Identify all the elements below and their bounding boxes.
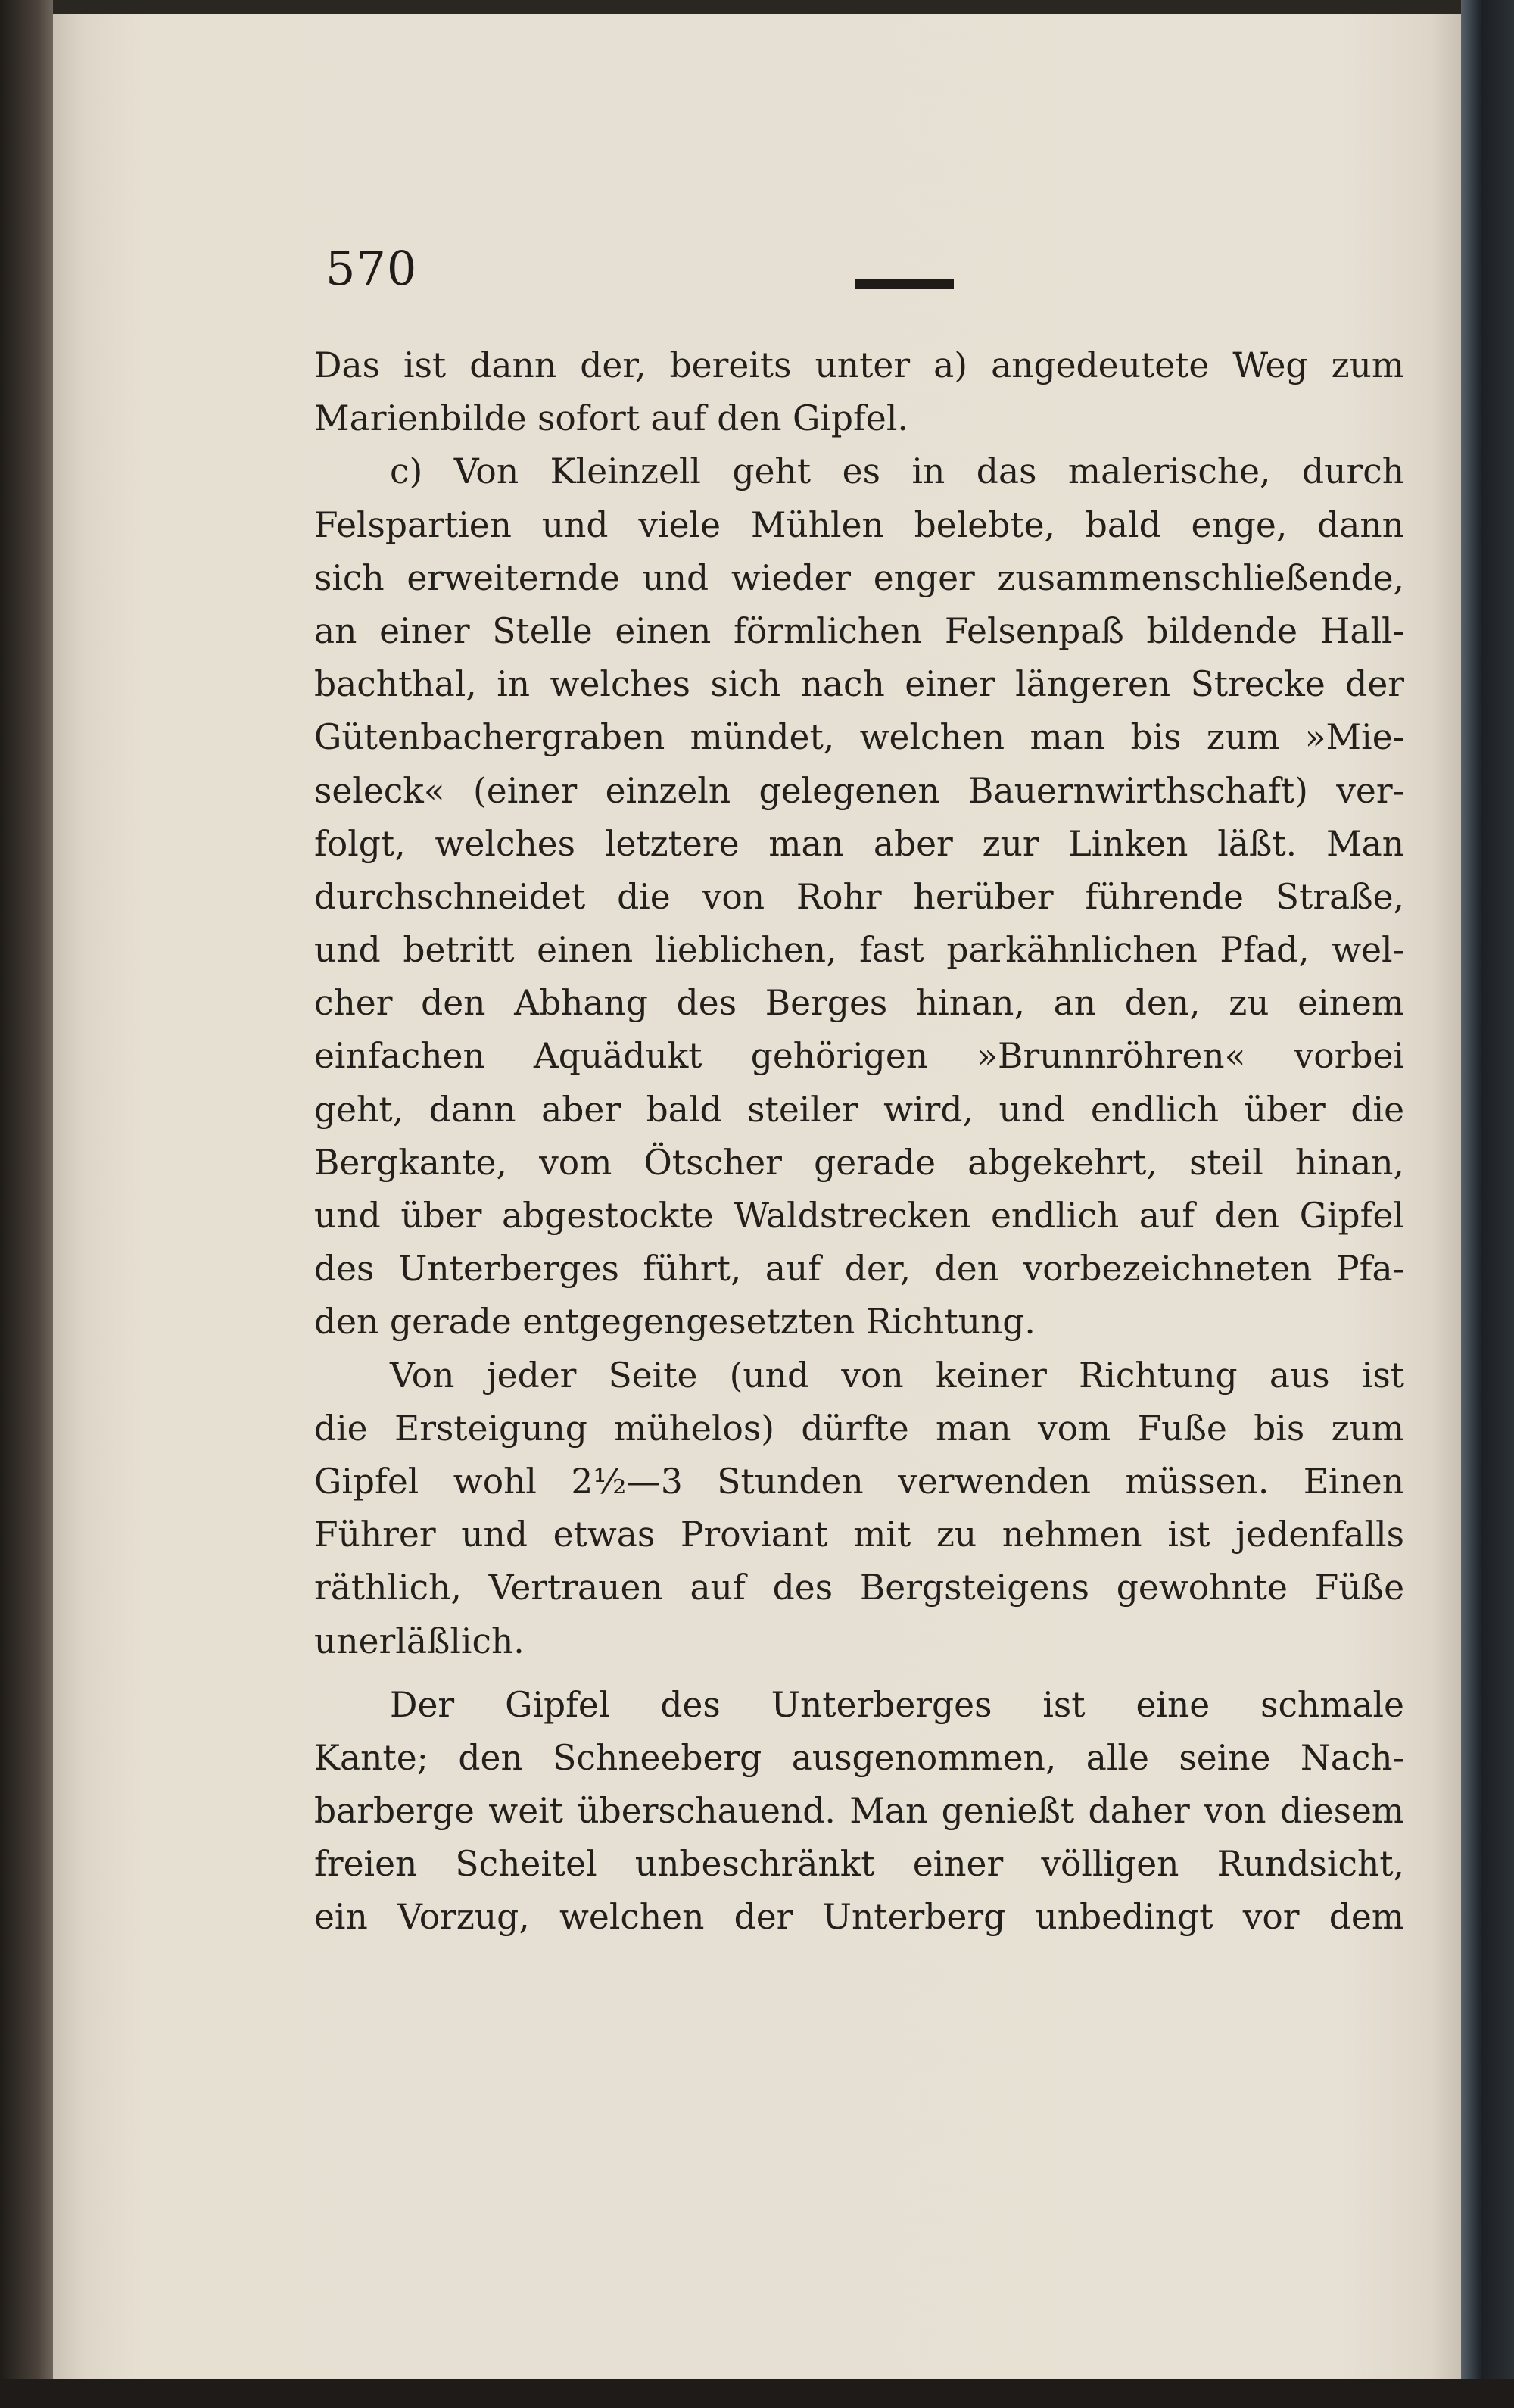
book-left-edge [0,0,53,2408]
text-line: des Unterberges führt, auf der, den vorbezeichneten Pfa- [314,1249,1404,1290]
page-header [326,241,1385,309]
text-line: an einer Stelle einen förmlichen Felsenpaß bildende Hall- [314,610,1404,651]
text-line: Gütenbachergraben mündet, welchen man bis zum »Mie- [314,717,1404,758]
text-line: Das ist dann der, bereits unter a) angedeutete Weg zum [314,345,1404,385]
header-rule [855,279,954,289]
text-line: Gipfel wohl 2½—3 Stunden verwenden müssen. Einen [314,1461,1404,1502]
body-text [314,339,1404,1945]
text-line: räthlich, Vertrauen auf des Bergsteigens gewohnte Füße [314,1567,1404,1608]
text-line: freien Scheitel unbeschränkt einer völligen Rundsicht, [314,1844,1404,1885]
text-line: barberge weit überschauend. Man genießt daher von diesem [314,1791,1404,1832]
text-line: sich erweiternde und wieder enger zusammenschließende, [314,557,1404,598]
scan-bottom-edge [0,2379,1514,2408]
text-line: folgt, welches letztere man aber zur Linken läßt. Man [314,823,1404,864]
paragraph-gap [314,1668,1404,1679]
text-line: Führer und etwas Proviant mit zu nehmen ist jedenfalls [314,1514,1404,1555]
text-line: und betritt einen lieblichen, fast parkähnlichen Pfad, wel- [314,930,1404,971]
text-line: geht, dann aber bald steiler wird, und endlich über die [314,1089,1404,1130]
book-binding-edge [1461,0,1514,2408]
text-line: cher den Abhang des Berges hinan, an den, zu einem [314,983,1404,1024]
text-line: seleck« (einer einzeln gelegenen Bauernwirthschaft) ver- [314,770,1404,811]
text-line: unerläßlich. [314,1620,525,1661]
text-line: bachthal, in welches sich nach einer längeren Strecke der [314,664,1404,705]
text-line: den gerade entgegengesetzten Richtung. [314,1302,1036,1343]
text-line: einfachen Aquädukt gehörigen »Brunnröhren« vorbei [314,1036,1404,1077]
text-line: Felspartien und viele Mühlen belebte, bald enge, dann [314,504,1404,545]
text-line: Von jeder Seite (und von keiner Richtung aus ist [390,1355,1404,1396]
text-line: Bergkante, vom Ötscher gerade abgekehrt, steil hinan, [314,1142,1404,1183]
text-line: c) Von Kleinzell geht es in das malerische, durch [390,451,1404,492]
text-line: die Ersteigung mühelos) dürfte man vom Fuße bis zum [314,1408,1404,1449]
text-line: Der Gipfel des Unterberges ist eine schmale [390,1684,1404,1725]
text-line: durchschneidet die von Rohr herüber führende Straße, [314,876,1404,917]
text-line: ein Vorzug, welchen der Unterberg unbedingt vor dem [314,1897,1404,1938]
text-line: Marienbilde sofort auf den Gipfel. [314,398,908,439]
scan-top-edge [0,0,1514,14]
text-line: und über abgestockte Waldstrecken endlich auf den Gipfel [314,1196,1404,1236]
text-line: Kante; den Schneeberg ausgenommen, alle seine Nach- [314,1737,1404,1778]
book-page [53,14,1461,2379]
page-number: 570 [326,241,418,296]
